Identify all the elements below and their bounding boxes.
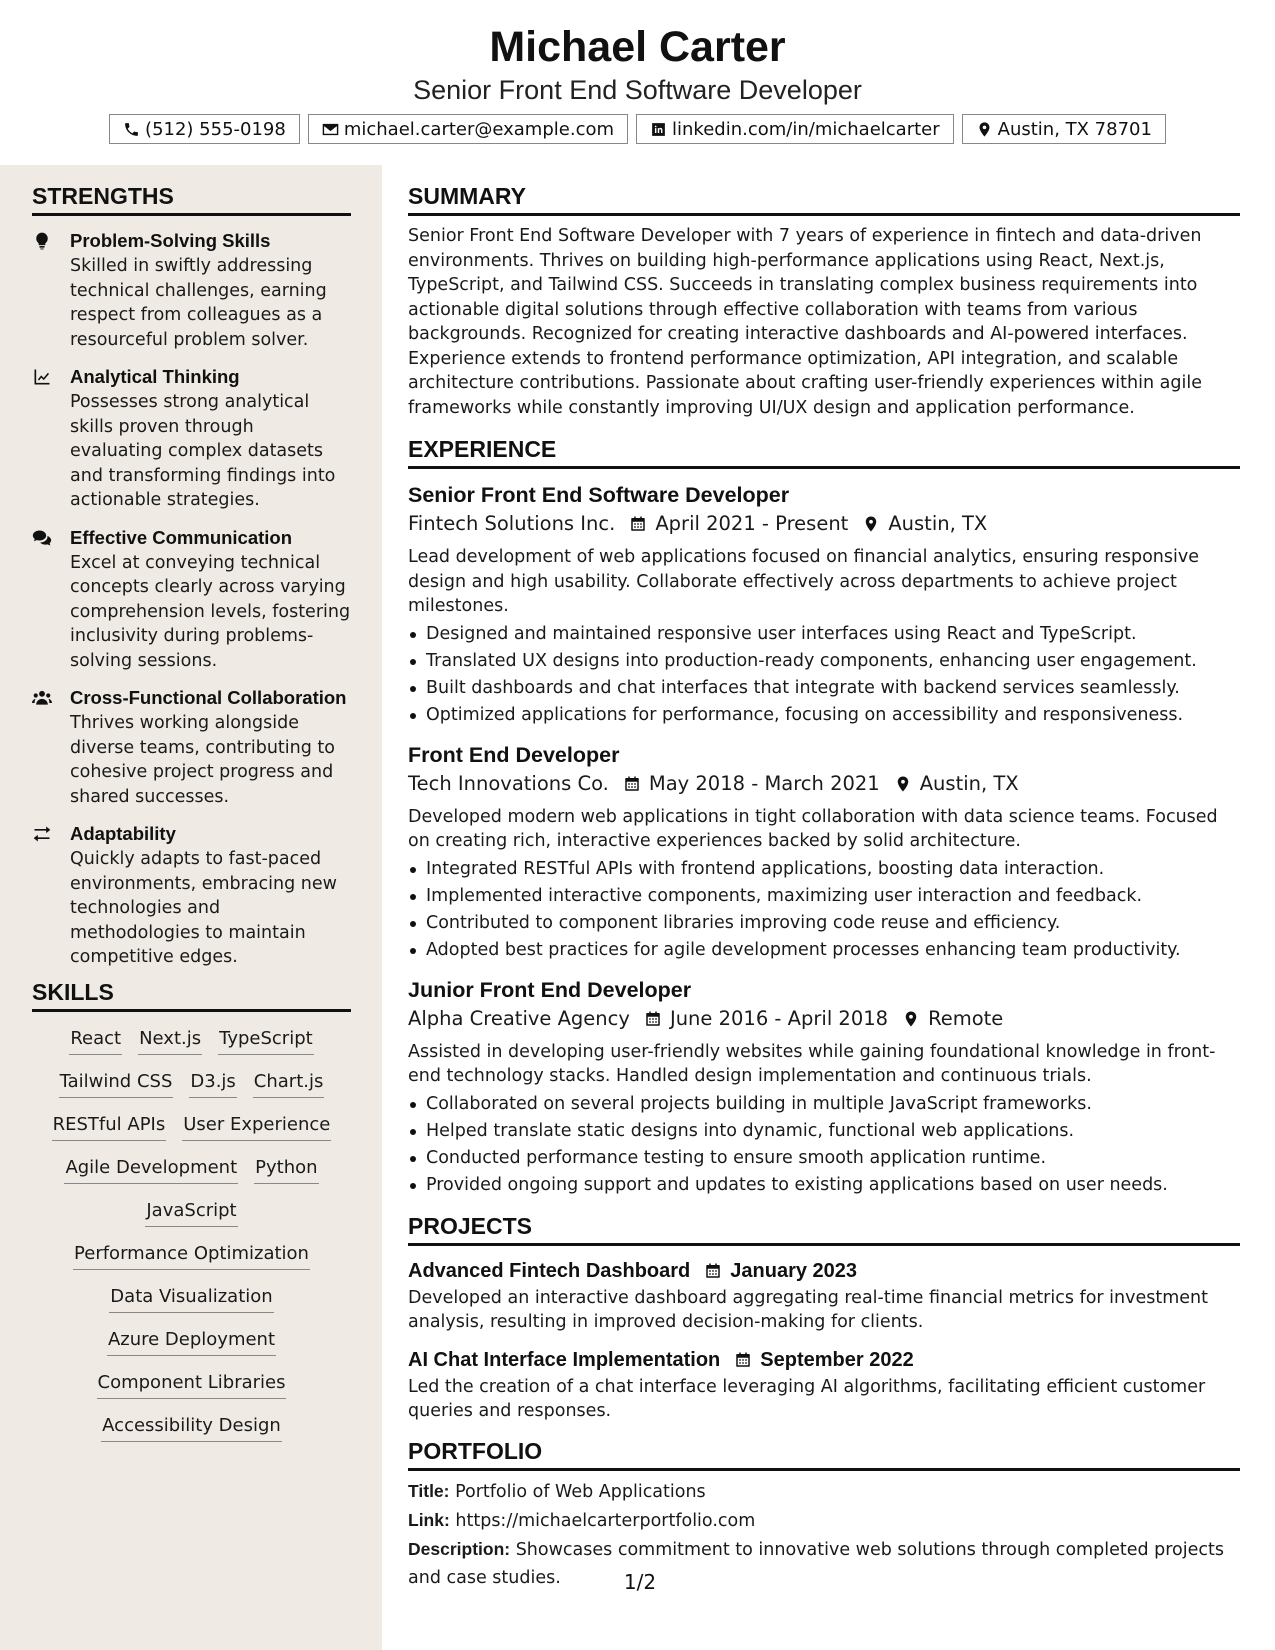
job-dates: June 2016 - April 2018 xyxy=(669,1006,889,1030)
list-item: Provided ongoing support and updates to existing applications based on user needs. xyxy=(408,1172,1240,1199)
skills-section xyxy=(32,977,351,1456)
map-pin-icon xyxy=(862,515,880,533)
calendar-icon xyxy=(704,1262,722,1280)
skill-tag: D3.js xyxy=(189,1069,236,1098)
strength-item xyxy=(32,228,351,352)
job-company: Fintech Solutions Inc. xyxy=(408,512,616,535)
projects-section xyxy=(408,1211,1240,1424)
strength-desc: Quickly adapts to fast-paced environments, embracing new technologies and methodologies to maintain competitive edges. xyxy=(70,849,337,967)
job-dates: May 2018 - March 2021 xyxy=(648,771,880,795)
skill-tag: Python xyxy=(254,1155,318,1184)
portfolio-link[interactable]: https://michaelcarterportfolio.com xyxy=(455,1510,756,1531)
summary-heading: SUMMARY xyxy=(408,181,1240,216)
job-bullets xyxy=(408,621,1240,729)
job-meta xyxy=(408,769,1240,799)
project-head xyxy=(408,1256,1240,1286)
project-title: Advanced Fintech Dashboard xyxy=(408,1259,691,1282)
portfolio-link-line xyxy=(408,1506,1240,1535)
strengths-heading: STRENGTHS xyxy=(32,181,351,216)
job-location: Austin, TX xyxy=(888,512,988,535)
strength-title: Adaptability xyxy=(70,823,176,844)
list-item: Translated UX designs into production-ready components, enhancing user engagement. xyxy=(408,648,1240,675)
portfolio-title-label: Title: xyxy=(408,1480,450,1501)
portfolio-title-value: Portfolio of Web Applications xyxy=(455,1481,706,1502)
job-bullets xyxy=(408,856,1240,964)
list-item: Built dashboards and chat interfaces that integrate with backend services seamlessly. xyxy=(408,675,1240,702)
list-item: Collaborated on several projects building in multiple JavaScript frameworks. xyxy=(408,1091,1240,1118)
job-company: Alpha Creative Agency xyxy=(408,1006,630,1030)
portfolio-link-label: Link: xyxy=(408,1509,450,1530)
skills-list xyxy=(32,1026,351,1456)
strength-title: Effective Communication xyxy=(70,526,293,548)
job-company: Tech Innovations Co. xyxy=(408,771,609,795)
skill-tag: Tailwind CSS xyxy=(59,1069,174,1098)
project-entry xyxy=(408,1345,1240,1424)
skill-tag: Azure Deployment xyxy=(107,1327,276,1356)
strength-desc: Thrives working alongside diverse teams, contributing to cohesive project progress and shared successes. xyxy=(70,713,335,807)
phone-icon xyxy=(123,121,140,138)
contact-linkedin[interactable] xyxy=(636,114,954,144)
job-entry xyxy=(408,481,1240,729)
job-description: Developed modern web applications in tight collaboration with data science teams. Focused on creating rich, interactive experiences backed by solid architecture. xyxy=(408,806,1218,851)
job-dates: April 2021 - Present xyxy=(655,512,849,535)
strength-item xyxy=(32,685,351,809)
skill-tag: TypeScript xyxy=(218,1026,314,1055)
project-title: AI Chat Interface Implementation xyxy=(408,1348,721,1371)
sidebar xyxy=(0,165,382,1650)
strength-item xyxy=(32,525,351,674)
list-item: Contributed to component libraries improving code reuse and efficiency. xyxy=(408,910,1240,937)
list-item: Helped translate static designs into dynamic, functional web applications. xyxy=(408,1118,1240,1145)
project-head xyxy=(408,1345,1240,1375)
project-date: January 2023 xyxy=(730,1259,858,1282)
job-location: Remote xyxy=(928,1006,1004,1030)
linkedin-icon xyxy=(650,121,667,138)
location-text: Austin, TX 78701 xyxy=(997,118,1152,140)
job-bullets xyxy=(408,1091,1240,1199)
strength-desc: Excel at conveying technical concepts clearly across varying comprehension levels, fostering inclusivity during problems-solving sessions. xyxy=(70,552,351,671)
calendar-icon xyxy=(623,775,641,793)
calendar-icon xyxy=(629,515,647,533)
envelope-icon xyxy=(322,121,339,138)
job-description: Lead development of web applications focused on financial analytics, ensuring responsive design and high usability. Collaborate effectively across departments to achieve project milestones. xyxy=(408,547,1199,616)
lightbulb-icon xyxy=(32,231,52,251)
skill-tag: Performance Optimization xyxy=(73,1241,310,1270)
job-title: Senior Front End Software Developer xyxy=(408,483,790,507)
strength-item xyxy=(32,821,351,970)
candidate-name: Michael Carter xyxy=(489,23,786,71)
strength-title: Problem-Solving Skills xyxy=(70,230,271,251)
portfolio-title-line xyxy=(408,1477,1240,1506)
project-description: Led the creation of a chat interface leveraging AI algorithms, facilitating efficient customer queries and responses. xyxy=(408,1376,1206,1421)
project-description: Developed an interactive dashboard aggregating real-time financial metrics for investment analysis, resulting in improved decision-making for clients. xyxy=(408,1287,1208,1332)
exchange-icon xyxy=(32,824,52,844)
resume-header xyxy=(0,0,1275,165)
list-item: Designed and maintained responsive user interfaces using React and TypeScript. xyxy=(408,621,1240,648)
users-icon xyxy=(32,688,52,708)
job-entry xyxy=(408,741,1240,964)
projects-heading: PROJECTS xyxy=(408,1211,1240,1246)
list-item: Adopted best practices for agile development processes enhancing team productivity. xyxy=(408,937,1240,964)
job-title: Front End Developer xyxy=(408,742,620,767)
strength-title: Analytical Thinking xyxy=(70,366,240,387)
skill-tag: JavaScript xyxy=(145,1198,237,1227)
experience-heading: EXPERIENCE xyxy=(408,434,1240,469)
contact-location xyxy=(962,114,1166,144)
skill-tag: Accessibility Design xyxy=(101,1413,282,1442)
page-number: 1/2 xyxy=(623,1570,657,1594)
list-item: Integrated RESTful APIs with frontend applications, boosting data interaction. xyxy=(408,856,1240,883)
summary-text: Senior Front End Software Developer with 7 years of experience in fintech and data-driven environments. Thrives on building high-performance applications using React, Next.js, TypeScript, and Tailwind CSS. Succeeds in translating complex business requirements into actionable digital solutions through effective collaboration with teams from various backgrounds. Recognized for creating interactive dashboards and AI-powered interfaces. Experience extends to frontend performance optimization, API integration, and scalable architecture contributions. Passionate about crafting user-friendly experiences within agile frameworks while constantly improving UI/UX design and application performance. xyxy=(408,226,1202,418)
list-item: Optimized applications for performance, focusing on accessibility and responsiveness. xyxy=(408,702,1240,729)
map-pin-icon xyxy=(976,121,993,138)
list-item: Implemented interactive components, maximizing user interaction and feedback. xyxy=(408,883,1240,910)
strength-item xyxy=(32,364,351,513)
strength-title: Cross-Functional Collaboration xyxy=(70,687,347,708)
portfolio-section xyxy=(408,1436,1240,1592)
strength-desc: Possesses strong analytical skills proven through evaluating complex datasets and transforming findings into actionable strategies. xyxy=(70,392,336,510)
skill-tag: Agile Development xyxy=(64,1155,238,1184)
portfolio-heading: PORTFOLIO xyxy=(408,1436,1240,1471)
linkedin-text: linkedin.com/in/michaelcarter xyxy=(672,118,940,140)
portfolio-desc-label: Description: xyxy=(408,1538,511,1559)
contact-phone[interactable] xyxy=(109,114,300,144)
main-content xyxy=(408,165,1240,1592)
summary-section xyxy=(408,181,1240,420)
project-date: September 2022 xyxy=(760,1348,914,1371)
project-entry xyxy=(408,1256,1240,1335)
map-pin-icon xyxy=(902,1010,920,1028)
job-meta xyxy=(408,1004,1240,1034)
skill-tag: React xyxy=(69,1026,122,1055)
skill-tag: User Experience xyxy=(182,1112,331,1141)
contact-email[interactable] xyxy=(308,114,628,144)
email-text: michael.carter@example.com xyxy=(343,118,615,140)
skill-tag: Component Libraries xyxy=(97,1370,287,1399)
job-location: Austin, TX xyxy=(919,771,1019,795)
phone-text: (512) 555-0198 xyxy=(145,118,286,140)
contact-bar xyxy=(0,114,1275,144)
strength-desc: Skilled in swiftly addressing technical challenges, earning respect from colleagues as a resourceful problem solver. xyxy=(70,256,327,350)
portfolio-desc-value: Showcases commitment to innovative web solutions through completed projects and case studies. xyxy=(408,1539,1224,1588)
skill-tag: Data Visualization xyxy=(109,1284,273,1313)
candidate-headline: Senior Front End Software Developer xyxy=(413,75,862,105)
job-description: Assisted in developing user-friendly websites while gaining foundational knowledge in front-end technology stacks. Handled design implementation and continuous trials. xyxy=(408,1041,1216,1086)
skill-tag: Chart.js xyxy=(253,1069,325,1098)
job-entry xyxy=(408,976,1240,1199)
skills-heading: SKILLS xyxy=(32,977,351,1012)
list-item: Conducted performance testing to ensure smooth application runtime. xyxy=(408,1145,1240,1172)
skill-tag: Next.js xyxy=(138,1026,202,1055)
strengths-section xyxy=(32,181,351,970)
calendar-icon xyxy=(644,1010,662,1028)
skill-tag: RESTful APIs xyxy=(52,1112,167,1141)
map-pin-icon xyxy=(894,775,912,793)
calendar-icon xyxy=(734,1351,752,1369)
chart-line-icon xyxy=(32,367,52,387)
portfolio-desc-line xyxy=(408,1535,1240,1592)
comments-icon xyxy=(32,528,52,548)
experience-section xyxy=(408,434,1240,1199)
job-title: Junior Front End Developer xyxy=(408,977,692,1002)
job-meta xyxy=(408,509,1240,539)
